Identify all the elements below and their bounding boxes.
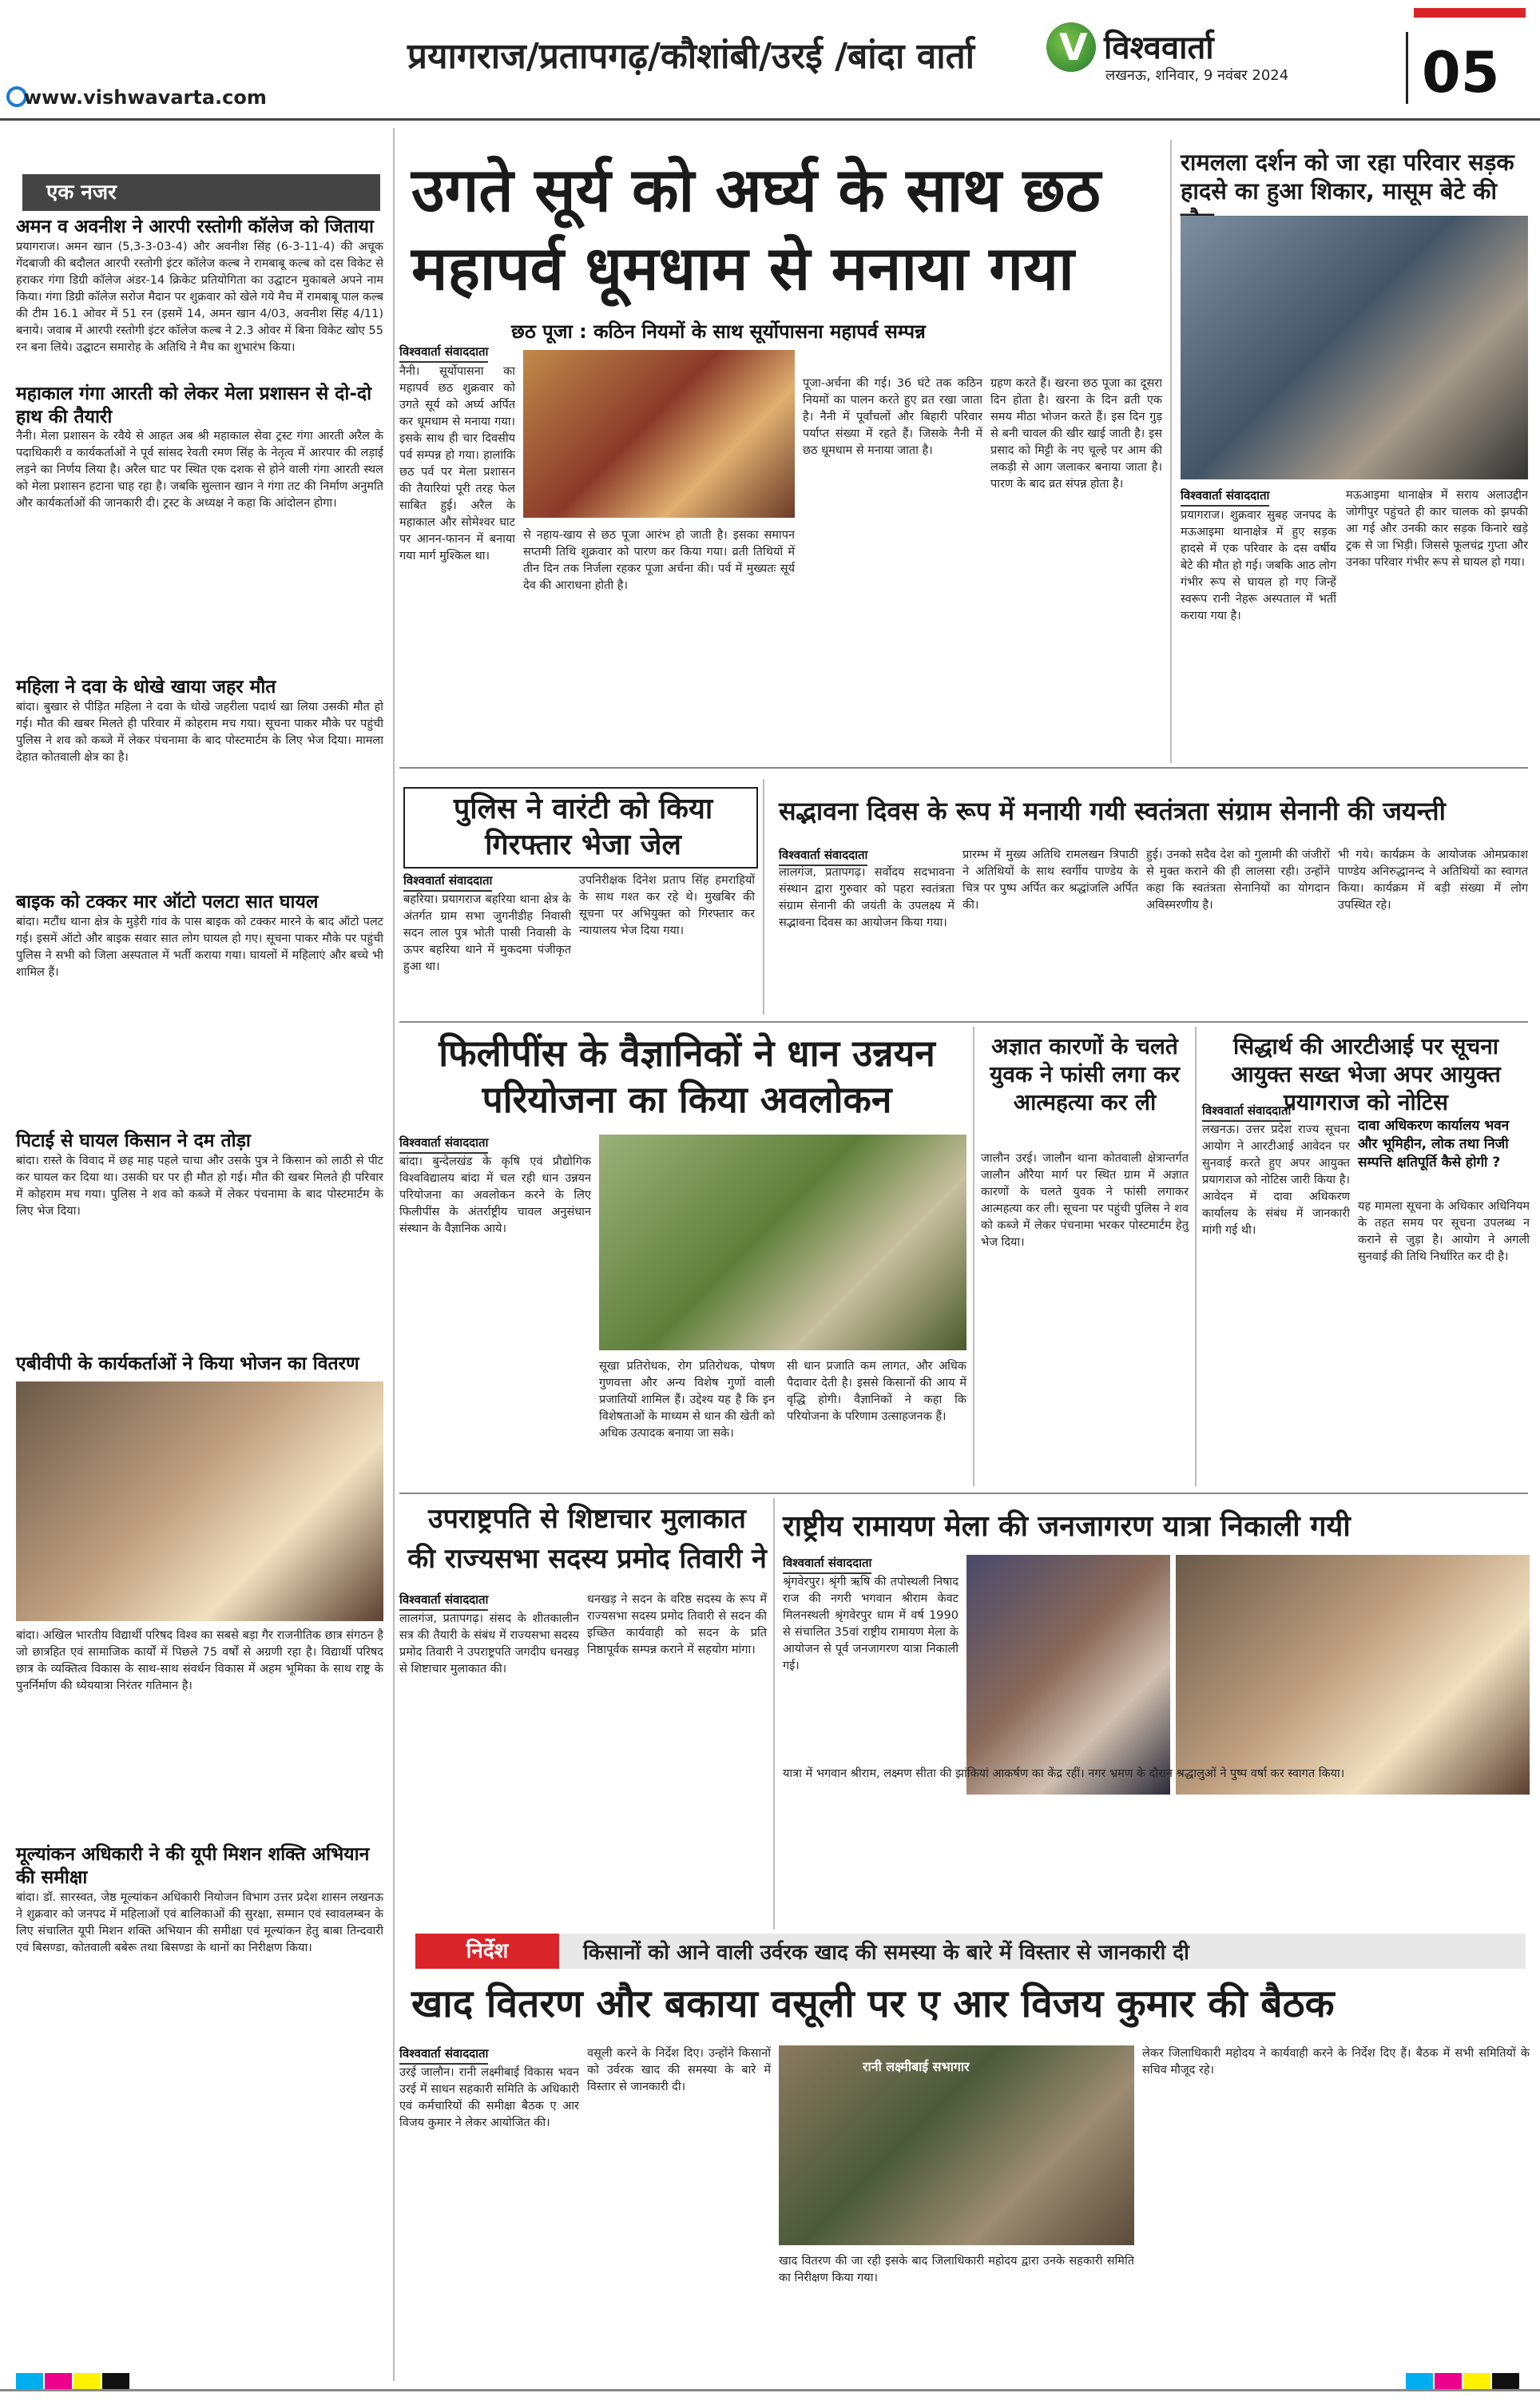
siddharth-pullquote: दावा अधिकरण कार्यालय भवन और भूमिहीन, लोक तथा निजी सम्पत्ति क्षतिपूर्ति कैसे होगी ? [1358,1118,1510,1171]
meeting-photo [779,2045,1134,2245]
police-headline: पुलिस ने वारंटी को किया गिरफ्तार भेजा जेल [453,793,713,861]
sidebar-heading: मूल्यांकन अधिकारी ने की यूपी मिशन शक्ति अभियान की समीक्षा [16,1844,370,1888]
siddharth-body: लखनऊ। उत्तर प्रदेश राज्य सूचना आयोग ने आरटीआई आवेदन पर सुनवाई करते हुए अपर आयुक्त प्रयागराज को नोटिस जारी किया है। आवेदन में दावा अधिकरण कार्यालय के संबंध में जानकारी मांगी गई थी। [1202,1123,1350,1238]
sidebar-heading: एबीवीपी के कार्यकर्ताओं ने किया भोजन का वितरण [16,1353,359,1374]
footer-rule [0,2389,1540,2391]
chhath-byline: विश्ववार्ता संवाददाता [399,344,488,363]
logo-letter: V [1059,26,1088,69]
ramayan-headline: राष्ट्रीय रामायण मेला की जनजागरण यात्रा निकाली गयी [783,1510,1351,1543]
sidebar-column [16,216,383,2129]
nirdesh-tag: निर्देश [415,1934,559,1969]
header-red-bar [1414,8,1526,18]
sidebar-box-title: एक नजर [22,174,380,211]
philippines-body: सी धान प्रजाति कम लागत, और अधिक पैदावार देती है। इससे किसानों की आय में वृद्धि होगी। वैज्ञानिकों ने कहा कि परियोजना के परिणाम उत्साहजनक हैं। [787,1360,966,1424]
column-rule [763,779,764,1015]
chhath-body: से नहाय-खाय से छठ पूजा आरंभ हो जाती है। इसका समापन सप्तमी तिथि शुक्रवार को पारण कर किया गया। व्रती तिथियों में तीन दिन तक निर्जला रहकर पूजा अर्चना की। पर्व में मुख्यतः सूर्य देव की आराधना होती है। [523,529,795,593]
section-rule [399,767,1528,769]
paddy-field-photo [599,1135,966,1350]
suicide-headline: अज्ञात कारणों के चलते युवक ने फांसी लगा कर आत्महत्या कर ली [990,1033,1180,1115]
sidebar-body: बांदा। बुखार से पीड़ित महिला ने दवा के धोखे जहरीला पदार्थ खा लिया उसकी मौत हो गई। मौत की खबर मिलते ही परिवार में कोहराम मच गया। सूचना पाकर मौके पर पहुंची पुलिस ने शव को कब्जे में लेकर पंचनामा के बाद पोस्टमार्टम के लिए भेज दिया। मामला देहात कोतवाली क्षेत्र का है। [16,701,383,765]
registration-mark-cyan [1406,2373,1433,2389]
registration-mark-magenta [45,2373,72,2389]
ramlala-headline: रामलला दर्शन को जा रहा परिवार सड़क हादसे का हुआ शिकार, मासूम बेटे की [1181,149,1514,205]
column-rule [973,1027,974,1486]
vp-headline-1: उपराष्ट्रपति से शिष्टाचार मुलाकात [428,1503,746,1535]
photo-banner-text: रानी लक्ष्मीबाई सभागार [863,2059,970,2074]
accident-photo [1181,216,1528,479]
police-body: बहरिया। प्रयागराज बहरिया थाना क्षेत्र के अंतर्गत ग्राम सभा जुगनीडीह निवासी सदन लाल पुत्र भोती पासी निवासी के ऊपर बहरिया थाने में मुकदमा पंजीकृत हुआ था। [403,893,571,974]
philippines-body: बांदा। बुन्देलखंड के कृषि एवं प्रौद्योगिक विश्वविद्यालय बांदा में चल रही धान उन्नयन परियोजना का अवलोकन करने के लिए फिलीपींस के अंतर्राष्ट्रीय चावल अनुसंधान संस्थान के वैज्ञानिक आये। [399,1155,591,1236]
philippines-byline: विश्ववार्ता संवाददाता [399,1135,488,1154]
khad-byline: विश्ववार्ता संवाददाता [399,2045,488,2065]
khad-body: खाद वितरण की जा रही इसके बाद जिलाधिकारी महोदय द्वारा उनके सहकारी समिति का निरीक्षण किया गया। [779,2255,1134,2285]
column-rule [1195,1027,1197,1486]
sidebar-body: नैनी। मेला प्रशासन के रवैये से आहत अब श्री महाकाल सेवा ट्रस्ट गंगा आरती अरैल के पदाधिकारी व कार्यकर्ताओं ने पूर्व सांसद रेवती रमण सिंह के नेतृत्व में आरपार की लड़ाई लड़ने का निर्णय लिया है। अरैल घाट पर स्थित एक दशक से होने वाली गंगा आरती स्थल को मेला प्रशासन हटाना चाह रहा है। जबकि सुल्तान खान ने गंगा तट की निर्माण अनुमति और कार्यकर्ताओं की जानकारी दी। ट्रस्ट के अध्यक्ष ने कहा कि आंदोलन होगा। [16,430,383,511]
siddharth-body: यह मामला सूचना के अधिकार अधिनियम के तहत समय पर सूचना उपलब्ध न कराने से जुड़ा है। आयोग ने अगली सुनवाई की तिथि निर्धारित कर दी है। [1358,1200,1530,1264]
sadbhavna-body: प्रारम्भ में मुख्य अतिथि रामलखन त्रिपाठी ने अतिथियों के साथ स्वर्गीय पाण्डेय के चित्र पर पुष्प अर्पित कर श्रद्धांजलि अर्पित की। [963,849,1138,912]
vp-body: धनखड़ ने सदन के वरिष्ठ सदस्य के रूप में राज्यसभा सदस्य प्रमोद तिवारी से सदन की इच्छित कार्यवाही को सदन के प्रति निष्ठापूर्वक सम्पन्न कराने में सहयोग मांगा। [587,1593,767,1657]
header-rule [0,118,1540,121]
khad-headline: खाद वितरण और बकाया वसूली पर ए आर विजय कुमार की बैठक [411,1982,1335,2026]
sidebar-heading: अमन व अवनीश ने आरपी रस्तोगी कॉलेज को जिताया [16,217,374,237]
police-body: उपनिरीक्षक दिनेश प्रताप सिंह हमराहियों के साथ गश्त कर रहे थे। मुखबिर की सूचना पर अभियुक्त को गिरफ्तार कर न्यायालय भेज दिया गया। [579,874,755,938]
dateline: लखनऊ, शनिवार, 9 नवंबर 2024 [1105,67,1289,84]
column-rule [1170,140,1172,763]
chhath-headline-1: उगते सूर्य को अर्घ्य के साथ छठ [411,154,1101,225]
ramlala-byline: विश्ववार्ता संवाददाता [1181,487,1269,507]
ramayan-byline: विश्ववार्ता संवाददाता [783,1555,871,1574]
khad-body: उरई जालौन। रानी लक्ष्मीबाई विकास भवन उरई में साधन सहकारी समिति के अधिकारी एवं कर्मचारियों की समीक्षा बैठक ए आर विजय कुमार ने लेकर आयोजित की। [399,2066,579,2130]
section-title: प्रयागराज/प्रतापगढ़/कौशांबी/उरई /बांदा वार्ता [407,36,975,77]
sidebar-body: बांदा। रास्ते के विवाद में छह माह पहले चाचा और उसके पुत्र ने किसान को लाठी से पीट कर घायल कर दिया था। उसकी घर पर ही मौत हो गई। मौत की खबर मिलते ही परिवार में कोहराम मच गया। पुलिस ने शव को कब्जे में लेकर पंचनामा के बाद पोस्टमार्टम के लिए भेज दिया। [16,1154,383,1218]
philippines-body: सूखा प्रतिरोधक, रोग प्रतिरोधक, पोषण गुणवत्ता और अन्य विशेष गुणों वाली प्रजातियों शामिल हैं। उद्देश्य यह है कि इन विशेषताओं के माध्यम से धान की खेती को अधिक उत्पादक बनाया जा सके। [599,1360,775,1441]
sidebar-heading: बाइक को टक्कर मार ऑटो पलटा सात घायल [16,892,319,912]
registration-mark-black [1492,2373,1519,2389]
chhath-body: नैनी। सूर्योपासना का महापर्व छठ शुक्रवार को उगते सूर्य को अर्घ्य अर्पित कर धूमधाम से मनाया गया। इसके साथ ही चार दिवसीय पर्व सम्पन्न हो गया। हालांकि छठ पर्व पर मेला प्रशासन की तैयारियां पूरी तरह फेल साबित हुई। अरैल के महाकाल और सोमेश्वर घाट पर आनन-फानन में बनाया गया मार्ग मुश्किल था। [399,365,515,563]
sadbhavna-headline: सद्भावना दिवस के रूप में मनायी गयी स्वतंत्रता संग्राम सेनानी की जयन्ती [779,796,1446,826]
ramlala-body: मऊआइमा थानाक्षेत्र में सराय अलाउद्दीन जोगीपुर पहुंचते ही कार चालक को झपकी आ गई और उनकी कार सड़क किनारे खड़े ट्रक से जा भिड़ी। जिससे फूलचंद्र गुप्ता और उनका परिवार गंभीर रूप से घायल हो गया। [1346,489,1528,570]
column-rule [773,1498,775,1930]
sadbhavna-byline: विश्ववार्ता संवाददाता [779,847,867,866]
website-link[interactable]: www.vishwavarta.com [24,86,267,109]
siddharth-byline: विश्ववार्ता संवाददाता [1202,1103,1291,1122]
ramayan-body: यात्रा में भगवान श्रीराम, लक्ष्मण सीता की झांकियां आकर्षण का केंद्र रहीं। नगर भ्रमण के दौरान श्रद्धालुओं ने पुष्प वर्षा कर स्वागत किया। [783,1767,1345,1780]
ramayan-body: श्रृंगवेरपुर। श्रृंगी ऋषि की तपोस्थली निषाद राज की नगरी भगवान श्रीराम केवट मिलनस्थली श्रृंगवेरपुर धाम में वर्ष 1990 से संचालित 35वां राष्ट्रीय रामायण मेला के आयोजन से पूर्व जनजागरण यात्रा निकाली गई। [783,1576,959,1673]
section-rule [399,1021,1528,1023]
sidebar-body: बांदा। मटौंध थाना क्षेत्र के मुड़ेरी गांव के पास बाइक को टक्कर मारने के बाद ऑटो पलट गई। इसमें ऑटो और बाइक सवार सात लोग घायल हो गए। सूचना पाकर मौके पर पहुंची पुलिस ने सभी को जिला अस्पताल में भर्ती कराया गया। घायलों में महिलाएं और बच्चे भी शामिल हैं। [16,915,383,979]
ramlala-body: प्रयागराज। शुक्रवार सुबह जनपद के मऊआइमा थानाक्षेत्र में हुए सड़क हादसे में एक परिवार के दस वर्षीय बेटे की मौत हो गई। जबकि आठ लोग गंभीर रूप से घायल हो गए जिन्हें स्वरूप रानी नेहरू अस्पताल में भर्ती कराया गया है। [1181,509,1336,623]
nirdesh-text: किसानों को आने वाली उर्वरक खाद की समस्या के बारे में विस्तार से जानकारी दी [583,1941,1189,1965]
chhath-body: ग्रहण करते हैं। खरना छठ पूजा का दूसरा दिन होता है। खरना के दिन व्रती एक समय मीठा भोजन करते हैं। इस दिन गुड़ से बनी चावल की खीर खाई जाती है। इस प्रसाद को मिट्टी के नए चूल्हे पर आम की लकड़ी से आग जलाकर बनाया जाता है। पारण के बाद व्रत संपन्न होता है। [990,377,1162,491]
vp-body: लालगंज, प्रतापगढ़। संसद के शीतकालीन सत्र की तैयारी के संबंध में राज्यसभा सदस्य प्रमोद तिवारी ने उपराष्ट्रपति जगदीप धनखड़ से शिष्टाचार मुलाकात की। [399,1612,579,1676]
sidebar-heading: महाकाल गंगा आरती को लेकर मेला प्रशासन से दो-दो हाथ की तैयारी [16,383,372,427]
chhath-subhead: छठ पूजा : कठिन नियमों के साथ सूर्योपासना महापर्व सम्पन्न [511,320,926,343]
section-rule [399,1493,1528,1494]
siddharth-headline: सिद्धार्थ की आरटीआई पर सूचना आयुक्त सख्त भेजा अपर आयुक्त प्रयागराज को नोटिस [1231,1033,1501,1115]
registration-mark-magenta [1435,2373,1462,2389]
khad-body: लेकर जिलाधिकारी महोदय ने कार्यवाही करने के निर्देश दिए हैं। बैठक में सभी समितियों के सचिव मौजूद रहे। [1142,2047,1530,2077]
registration-mark-yellow [73,2373,101,2389]
philippines-headline: फिलीपींस के वैज्ञानिकों ने धान उन्नयन परियोजना का किया अवलोकन [439,1032,935,1121]
suicide-body: जालौन उरई। जालौन थाना कोतवाली क्षेत्रान्तर्गत जालौन औरैया मार्ग पर स्थित ग्राम में अज्ञात कारणों के चलते युवक ने फांसी लगाकर आत्महत्या कर ली। सूचना पर पहुंची पुलिस ने शव को कब्जे में लेकर पंचनामा भरकर पोस्टमार्टम हेतु भेज दिया। [981,1152,1189,1250]
sidebar-body: बांदा। डॉ. सारस्वत, जेष्ठ मूल्यांकन अधिकारी नियोजन विभाग उत्तर प्रदेश शासन लखनऊ ने शुक्रवार को जनपद में महिलाओं एवं बालिकाओं की सुरक्षा, सम्मान एवं स्वावलम्बन के लिए संचालित यूपी मिशन शक्ति अभियान की समीक्षा एवं मूल्यांकन हेतु बाबा तिन्दवारी एवं बिसण्डा, कोतवाली बबेरू तथा बिसण्डा के थानों का निरीक्षण किया। [16,1890,383,1954]
sidebar-heading: पिटाई से घायल किसान ने दम तोड़ा [16,1130,251,1151]
ramayan-photo-1 [966,1555,1170,1795]
vp-headline-2: की राज्यसभा सदस्य प्रमोद तिवारी ने [407,1543,767,1575]
sadbhavna-body: हुई। उनको सदैव देश को गुलामी की जंजीरों से मुक्त कराने की ही लालसा रही। उन्होंने कहा कि स्वतंत्रता सेनानियों का योगदान अविस्मरणीय है। [1146,849,1330,912]
abvp-photo [16,1381,383,1621]
registration-mark-black [102,2373,129,2389]
column-rule [393,128,395,2381]
chhath-headline-2: महापर्व धूमधाम से मनाया गया [411,233,1074,304]
ramayan-photo-2 [1176,1555,1530,1795]
chhath-photo [523,350,795,518]
vp-byline: विश्ववार्ता संवाददाता [399,1592,488,1611]
registration-mark-cyan [16,2373,43,2389]
khad-body: वसूली करने के निर्देश दिए। उन्होंने किसानों को उर्वरक खाद की समस्या के बारे में विस्तार से जानकारी दी। [587,2047,771,2094]
sadbhavna-body: लालगंज, प्रतापगढ़। सर्वोदय सदभावना संस्थान द्वारा गुरुवार को पहरा स्वतंत्रता संग्राम सेनानी की जयंती के उपलक्ष्य में सद्भावना दिवस का आयोजन किया गया। [779,866,955,930]
sidebar-body: बांदा। अखिल भारतीय विद्यार्थी परिषद विश्व का सबसे बड़ा गैर राजनीतिक छात्र संगठन है जो छात्रहित एवं सामाजिक कार्यों में पिछले 75 वर्षों से अग्रणी रहा है। विद्यार्थी परिषद छात्र के व्यक्तित्व विकास के साथ-साथ संवर्धन विकास में अहम भूमिका के साथ राष्ट्र के पुनर्निर्माण की ध्येययात्रा निरंतर गतिमान है। [16,1629,383,1693]
registration-mark-yellow [1463,2373,1490,2389]
police-byline: विश्ववार्ता संवाददाता [403,873,492,892]
page-number: 05 [1422,40,1500,105]
sidebar-heading: महिला ने दवा के धोखे खाया जहर मौत [16,677,276,698]
chhath-body: पूजा-अर्चना की गई। 36 घंटे तक कठिन नियमों का पालन करते हुए व्रत रखा जाता है। नैनी में पूर्वांचलों और बिहारी परिवार पर्याप्त संख्या में रहते हैं। जिसके नैनी में छठ धूमधाम से मनाया जाता है। [803,377,982,458]
logo-text: विश्ववार्ता [1104,30,1214,66]
sidebar-body: प्रयागराज। अमन खान (5,3-3-03-4) और अवनीश सिंह (6-3-11-4) की अचूक गेंदबाजी की बदौलत आरपी रस्तोगी इंटर कॉलेज कल्ब ने रामबाबू कल्ब को दस विकेट से हराकर गंगा डिग्री कॉलेज अंडर-14 क्रिकेट प्रतियोगिता का उद्घाटन मुकाबले अपने नाम किया। गंगा डिग्री कॉलेज सरोज मैदान पर शुक्रवार को खेले गये मैच में रामबाबू पाल कल्ब की टीम 16.1 ओवर में 51 रन (इसमें 14, अमन खान 4/03, अवनीश सिंह 4/11) बनाये। जवाब में आरपी रस्तोगी इंटर कॉलेज कल्ब ने 2.3 ओवर में बिना विकेट खोए 55 रन बना लिये। उद्घाटन समारोह के अतिथि ने मैच का शुभारंभ किया। [16,240,383,354]
sadbhavna-body: भी गये। कार्यक्रम के आयोजक ओमप्रकाश पाण्डेय अनिरुद्धानन्द ने अतिथियों का स्वागत किया। कार्यक्रम में बड़ी संख्या में लोग उपस्थित रहे। [1338,849,1528,912]
